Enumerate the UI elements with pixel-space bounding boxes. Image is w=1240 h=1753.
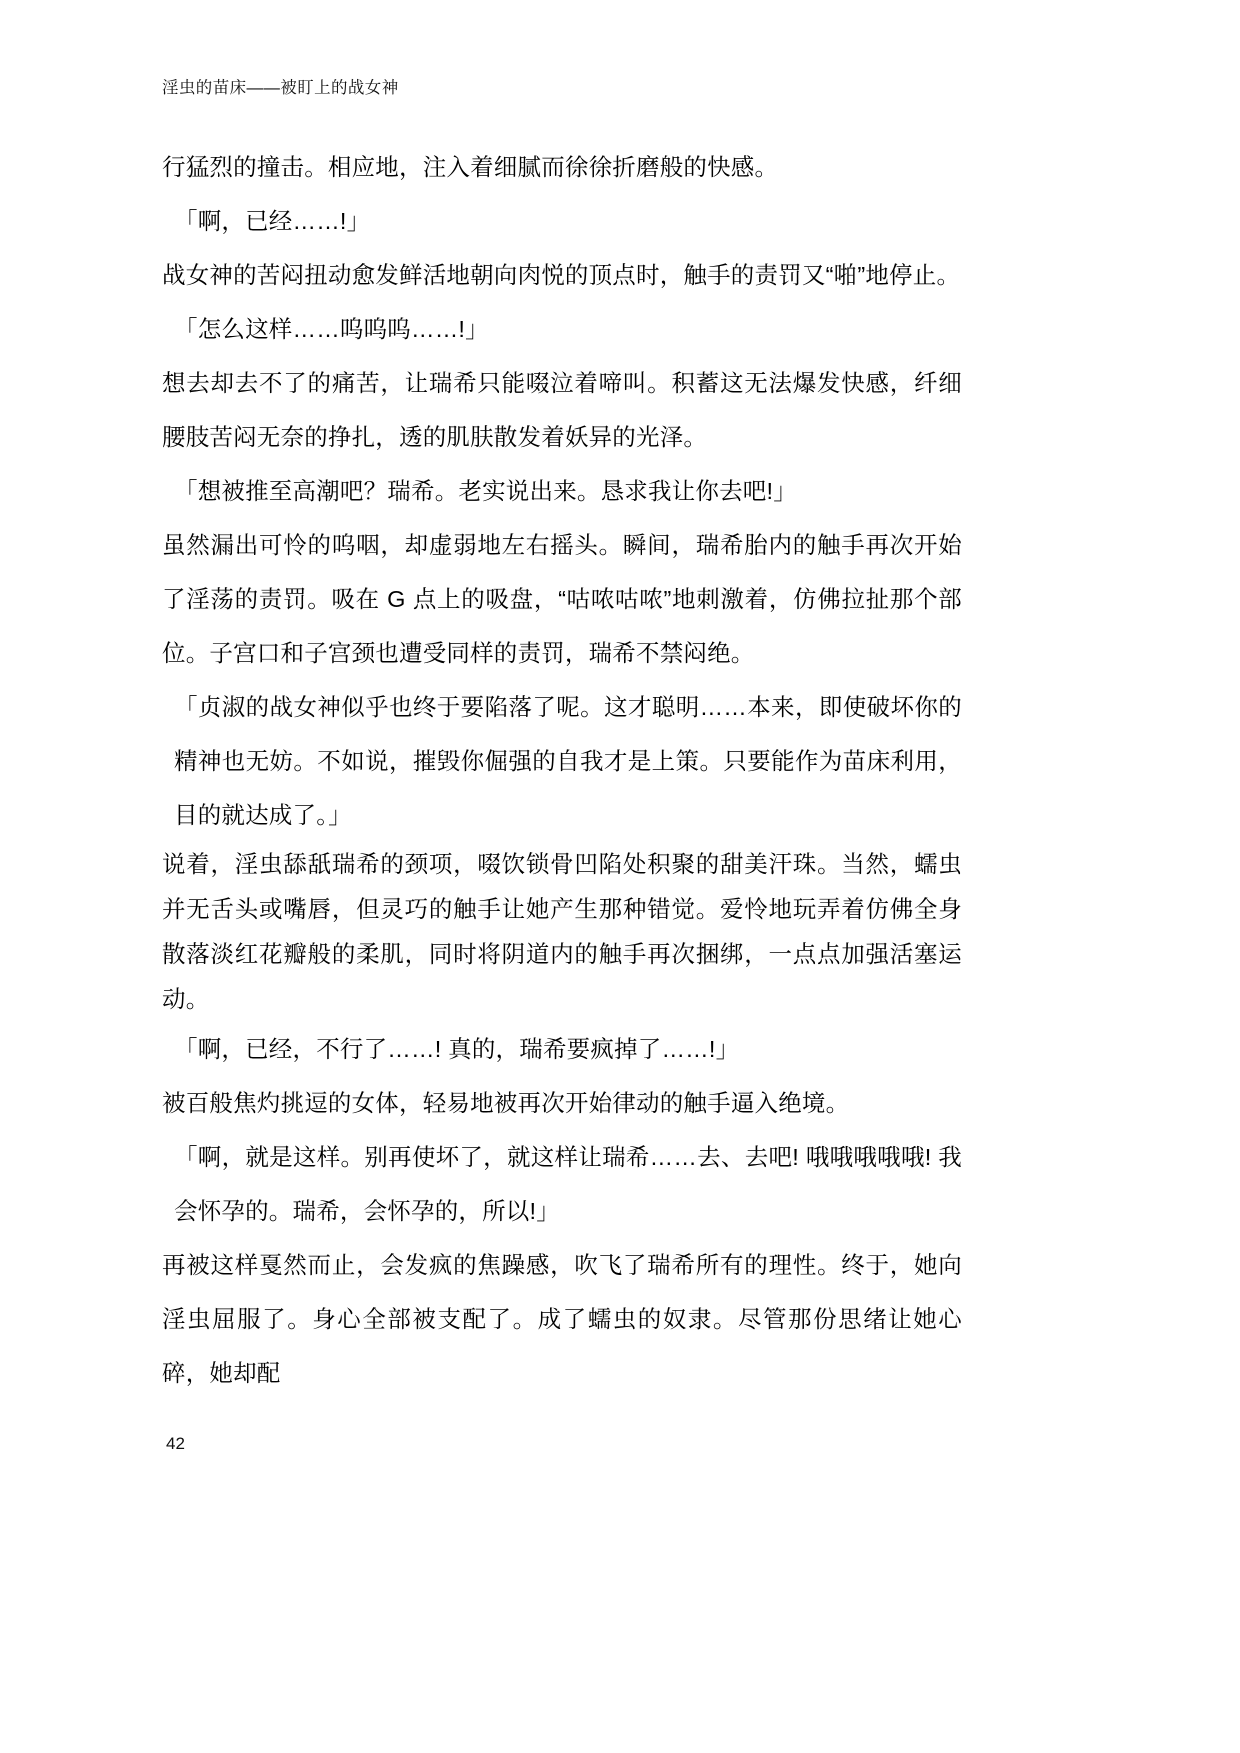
paragraph-dialogue: 「怎么这样……呜呜呜……!」 <box>174 316 489 342</box>
paragraph-dialogue: 「啊，已经，不行了……! 真的，瑞希要疯掉了……!」 <box>174 1036 740 1062</box>
paragraph-dialogue: 「啊，已经……!」 <box>174 208 371 234</box>
paragraph: 行猛烈的撞击。相应地，注入着细腻而徐徐折磨般的快感。 <box>162 154 779 180</box>
paragraph: 虽然漏出可怜的呜咽，却虚弱地左右摇头。瞬间，瑞希胎内的触手再次开始了淫荡的责罚。吸在 G 点上的吸盘，“咕哝咕哝”地刺激着，仿佛拉扯那个部位。子宫口和子宫颈也遭受同样的责罚，瑞希不禁闷绝。 <box>162 532 962 666</box>
paragraph: 再被这样戛然而止，会发疯的焦躁感，吹飞了瑞希所有的理性。终于，她向淫虫屈服了。身心全部被支配了。成了蠕虫的奴隶。尽管那份思绪让她心碎，她却配 <box>162 1252 962 1386</box>
paragraph: 战女神的苦闷扭动愈发鲜活地朝向肉悦的顶点时，触手的责罚又“啪”地停止。 <box>162 262 961 288</box>
body-text-block <box>162 140 962 1400</box>
paragraph: 被百般焦灼挑逗的女体，轻易地被再次开始律动的触手逼入绝境。 <box>162 1090 850 1116</box>
paragraph: 说着，淫虫舔舐瑞希的颈项，啜饮锁骨凹陷处积聚的甜美汗珠。当然，蠕虫并无舌头或嘴唇，但灵巧的触手让她产生那种错觉。爱怜地玩弄着仿佛全身散落淡红花瓣般的柔肌，同时将阴道内的触手再次捆绑，一点点加强活塞运动。 <box>162 851 962 1012</box>
running-head: 淫虫的苗床——被盯上的战女神 <box>162 79 399 97</box>
paragraph-dialogue: 「啊，就是这样。别再使坏了，就这样让瑞希……去、去吧! 哦哦哦哦哦! 我会怀孕的。瑞希，会怀孕的，所以!」 <box>174 1144 962 1224</box>
paragraph: 想去却去不了的痛苦，让瑞希只能啜泣着啼叫。积蓄这无法爆发快感，纤细腰肢苦闷无奈的挣扎，透的肌肤散发着妖异的光泽。 <box>162 370 962 450</box>
page-number: 42 <box>166 1434 185 1453</box>
paragraph-dialogue: 「想被推至高潮吧？瑞希。老实说出来。恳求我让你去吧!」 <box>174 478 797 504</box>
paragraph-dialogue: 「贞淑的战女神似乎也终于要陷落了呢。这才聪明……本来，即使破坏你的精神也无妨。不如说，摧毁你倔强的自我才是上策。只要能作为苗床利用，目的就达成了。」 <box>174 694 962 828</box>
